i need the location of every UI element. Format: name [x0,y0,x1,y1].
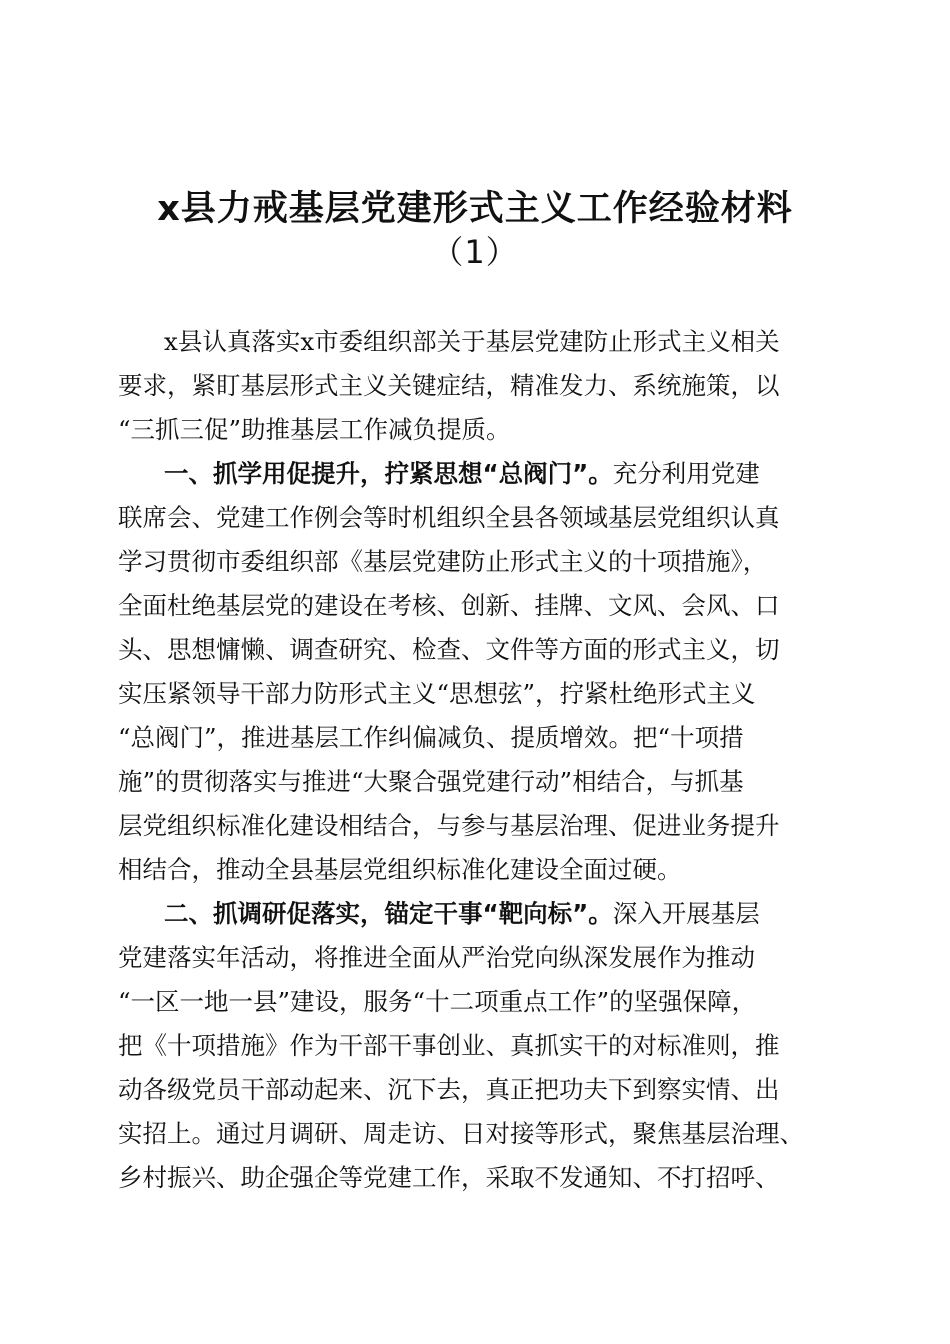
section-1-line: 联席会、党建工作例会等时机组织全县各领域基层党组织认真 [118,503,780,532]
section-1-line: 层党组织标准化建设相结合，与参与基层治理、促进业务提升 [118,811,780,840]
section-2-line: 实招上。通过月调研、周走访、日对接等形式，聚焦基层治理、 [118,1119,804,1148]
section-1-line: 施”的贯彻落实与推进“大聚合强党建行动”相结合，与抓基 [118,767,744,796]
section-1-line: 头、思想慵懒、调查研究、检查、文件等方面的形式主义，切 [118,635,780,664]
section-1-line: 全面杜绝基层党的建设在考核、创新、挂牌、文风、会风、口 [118,591,780,620]
section-2-line: 党建落实年活动，将推进全面从严治党向纵深发展作为推动 [118,943,755,972]
section-2-line: 把《十项措施》作为干部干事创业、真抓实干的对标准则，推 [118,1031,780,1060]
section-2-line: 乡村振兴、助企强企等党建工作，采取不发通知、不打招呼、 [118,1163,780,1192]
intro-line: 要求，紧盯基层形式主义关键症结，精准发力、系统施策，以 [118,371,780,400]
document-title-number: （1） [431,233,519,271]
section-1-line: “总阀门”，推进基层工作纠偏减负、提质增效。把“十项措 [118,723,744,752]
section-2-text: 深入开展基层 [612,899,760,928]
section-1-first-line [0,452,950,496]
section-2-line: “一区一地一县”建设，服务“十二项重点工作”的坚强保障， [118,987,757,1016]
intro-line: “三抓三促”助推基层工作减负提质。 [118,415,511,444]
section-2-line: 动各级党员干部动起来、沉下去，真正把功夫下到察实情、出 [118,1075,780,1104]
document-title: x县力戒基层党建形式主义工作经验材料 [157,189,793,229]
section-1-line: 相结合，推动全县基层党组织标准化建设全面过硬。 [118,855,682,884]
section-1-line: 实压紧领导干部力防形式主义“思想弦”，拧紧杜绝形式主义 [118,679,756,708]
section-1-heading: 一、抓学用促提升，拧紧思想“总阀门”。 [164,459,613,488]
section-2-heading: 二、抓调研促落实，锚定干事“靶向标”。 [164,899,613,928]
section-1-text: 充分利用党建 [612,459,760,488]
section-2-first-line [0,892,950,936]
intro-line: x县认真落实x市委组织部关于基层党建防止形式主义相关 [164,327,780,356]
section-1-line: 学习贯彻市委组织部《基层党建防止形式主义的十项措施》， [118,547,768,576]
